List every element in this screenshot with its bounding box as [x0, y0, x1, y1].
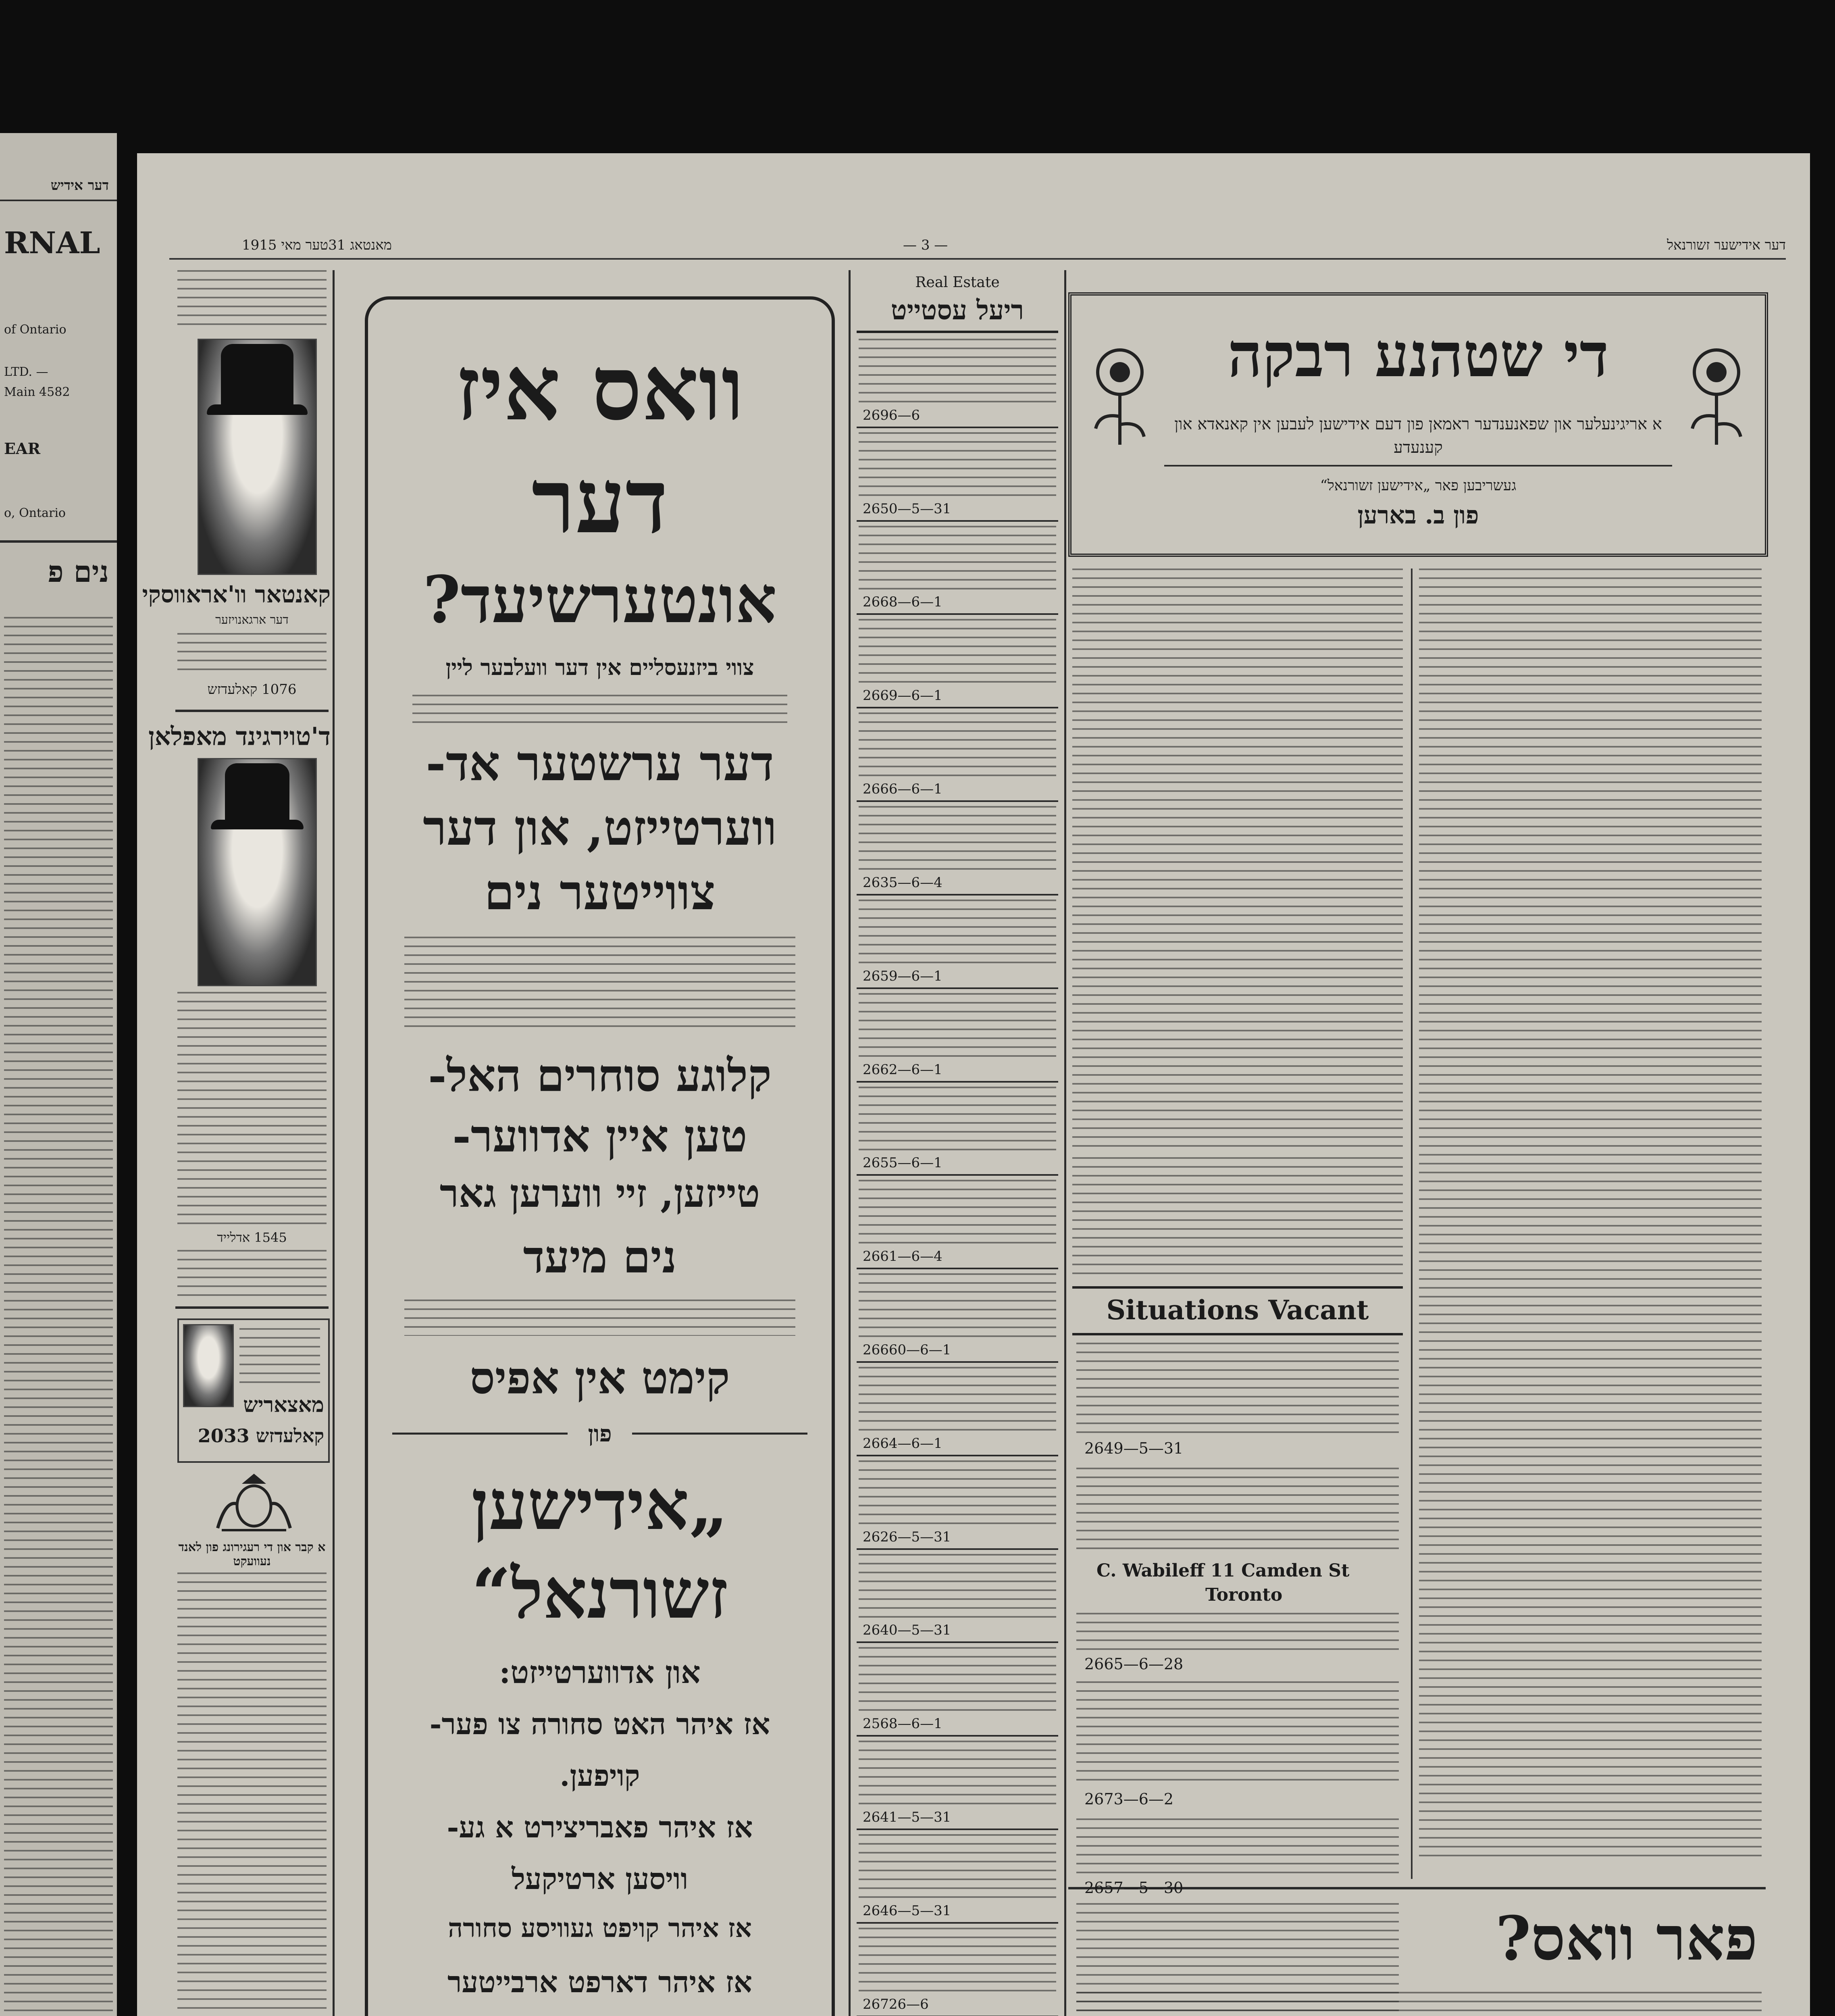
real-estate-ad-rule: [857, 1922, 1058, 1924]
running-head-paper: דער אידישער זשורנאל: [1667, 237, 1786, 253]
real-estate-ad-rule: [857, 707, 1058, 708]
left-body-text: [4, 617, 113, 2016]
ad-paper-name-2: זשורנאל“: [471, 1554, 728, 1634]
portrait-image: [198, 339, 317, 575]
ad-from: פון: [568, 1420, 632, 1447]
ad-list-item: וויסען ארטיקעל: [512, 1862, 688, 1896]
doctor-subcaption: דער ארגאנויזער: [215, 613, 289, 627]
second-ad-phone: 1545 אדלייד: [217, 1230, 287, 1245]
real-estate-ad-code: 2646—5—31: [863, 1902, 951, 1919]
ad-line-f: טייזען, זיי ווערען גאר: [439, 1170, 760, 1216]
column-rule: [1411, 569, 1413, 1879]
ad-list-item: אז איהר דארפט ארבייטער: [447, 1965, 752, 1999]
second-ad-text: [177, 1250, 327, 1298]
situations-text: [1076, 1343, 1399, 1435]
real-estate-ad-text: [859, 1928, 1056, 1993]
doctor-ad-text: [177, 633, 327, 677]
top-hat-icon: [225, 763, 289, 824]
ad-body-text: [404, 1300, 795, 1336]
real-estate-ad-text: [859, 619, 1056, 684]
real-estate-ad-rule: [857, 427, 1058, 428]
left-line-5: o, Ontario: [4, 506, 66, 520]
closing-heading: פאר וואס?: [1495, 1903, 1758, 1974]
real-estate-ad-code: 2655—6—1: [863, 1155, 942, 1171]
situations-code: 2673—6—2: [1084, 1790, 1174, 1808]
left-line-1: of Ontario: [4, 323, 67, 337]
real-estate-ad-rule: [857, 1735, 1058, 1737]
serial-note: געשריבען פאר „אידישען זשורנאל“: [1320, 477, 1517, 494]
real-estate-ad-rule: [857, 1455, 1058, 1456]
real-estate-ad-text: [859, 432, 1056, 498]
rose-ornament-icon: [1084, 344, 1156, 449]
left-rule: [0, 540, 117, 543]
real-estate-header: [857, 274, 1058, 333]
hat-brim-icon: [207, 404, 308, 415]
ad-line-e: טען איין אדווער-: [452, 1110, 747, 1162]
real-estate-ad-rule: [857, 1081, 1058, 1083]
situations-text: [1076, 1818, 1399, 1875]
ad-rule: [175, 710, 329, 712]
real-estate-ad-code: 2661—6—4: [863, 1248, 942, 1265]
ad-and-advertise: און אדווערטייזט:: [499, 1654, 701, 1690]
ad-list-item: קויפען.: [560, 1758, 640, 1793]
real-estate-ad-rule: [857, 894, 1058, 896]
real-estate-ad-rule: [857, 987, 1058, 989]
situations-text: [1076, 1903, 1399, 2016]
left-runhead-rule: [0, 200, 117, 201]
doctor-ad-text: [177, 270, 327, 331]
column-rule: [333, 270, 335, 2016]
real-estate-ad-rule: [857, 1361, 1058, 1363]
serial-title: די שטהנע רבקה: [1227, 320, 1609, 391]
real-estate-ad-code: 2641—5—31: [863, 1809, 951, 1826]
left-masthead: RNAL: [4, 226, 100, 260]
top-hat-icon: [221, 344, 293, 412]
real-estate-ad-code: 26660—6—1: [863, 1342, 951, 1358]
column-rule: [1064, 270, 1066, 2016]
real-estate-ad-text: [859, 526, 1056, 591]
ad-list-item: אז איהר האט סחורה צו פער-: [429, 1707, 770, 1741]
ad-line-a: דער ערשטער אד-: [426, 735, 774, 792]
ad-intro: צווי ביזנעסליים אין דער וועלבער ליין: [445, 654, 754, 680]
real-estate-ad-text: [859, 1460, 1056, 1526]
real-estate-ad-rule: [857, 1829, 1058, 1830]
running-head-page-number: — 3 —: [903, 237, 948, 253]
real-estate-ad-code: 2640—5—31: [863, 1622, 951, 1639]
left-runhead: דער אידיש: [50, 177, 109, 194]
left-line-3: Main 4582: [4, 385, 70, 399]
newspaper-page: [137, 153, 1810, 2016]
ad-headline-2: דער: [531, 449, 668, 553]
real-estate-ad-code: 2669—6—1: [863, 687, 942, 704]
rose-ornament-icon: [1680, 344, 1753, 449]
real-estate-ad-rule: [857, 1548, 1058, 1550]
ad-line-b: ווערטייזט, און דער: [423, 800, 777, 856]
real-estate-ad-text: [859, 1834, 1056, 1899]
serial-divider: [1164, 465, 1672, 467]
real-estate-ad-text: [859, 339, 1056, 404]
ad-headline-3: אונטערשיעד?: [423, 562, 777, 637]
situations-code: 2665—6—28: [1084, 1655, 1184, 1673]
doctor-caption: קאנטאר וו'אראווסקי: [142, 581, 331, 608]
crest-ad-title: א קבר און די רעגירונג פון לאנד נעוועקט: [178, 1540, 326, 1568]
real-estate-ad-text: [859, 1647, 1056, 1712]
advertising-box: [365, 296, 835, 2016]
ad-call: קימט אין אפיס: [470, 1352, 730, 1404]
running-head: [169, 234, 1786, 260]
situations-vacant-title: Situations Vacant: [1106, 1294, 1369, 1326]
ad-rule: [175, 1306, 329, 1309]
real-estate-ad-code: 2650—5—31: [863, 500, 951, 517]
real-estate-ad-code: 2626—5—31: [863, 1529, 951, 1545]
situations-intro-text: [1072, 1157, 1403, 1278]
real-estate-ad-code: 2666—6—1: [863, 781, 942, 798]
crest-ad-text: [177, 1572, 327, 2016]
ad-line-c: צווייטער נים: [484, 864, 716, 921]
real-estate-ad-text: [859, 1273, 1056, 1339]
situations-text: [1076, 1613, 1399, 1653]
real-estate-ad-code: 2668—6—1: [863, 594, 942, 610]
portrait-image: [183, 1324, 234, 1407]
column-rule: [849, 270, 851, 2016]
situations-text: [1076, 1681, 1399, 1786]
second-ad-text: [177, 992, 327, 1226]
real-estate-ad-code: 2635—6—4: [863, 874, 942, 891]
real-estate-ad-code: 2662—6—1: [863, 1061, 942, 1078]
running-head-date: מאנטאג 31טער מאי 1915: [242, 237, 392, 253]
real-estate-ad-text: [859, 1554, 1056, 1619]
ad-body-text: [404, 937, 795, 1033]
real-estate-ad-rule: [857, 1268, 1058, 1269]
previous-page-fragment: [0, 133, 117, 2016]
real-estate-ad-text: [859, 712, 1056, 778]
real-estate-ad-rule: [857, 520, 1058, 522]
small-ad-phone: קאלעדזש 2033: [198, 1425, 324, 1447]
hat-brim-icon: [211, 820, 304, 829]
situations-code: 2657—5—30: [1084, 1879, 1184, 1897]
real-estate-ad-text: [859, 1741, 1056, 1806]
real-estate-title: ריעל עסטייט: [890, 294, 1024, 326]
serial-text-right-column: [1419, 569, 1762, 1863]
real-estate-ad-code: 2659—6—1: [863, 968, 942, 984]
ad-line-g: נים מיעד: [523, 1231, 677, 1283]
portrait-image: [198, 758, 317, 986]
real-estate-ad-rule: [857, 800, 1058, 802]
serial-text-left-column: [1072, 569, 1403, 1149]
ad-list-item: אז איהר קויפט געוויסע סחורה: [448, 1913, 752, 1943]
left-line-4: EAR: [4, 439, 41, 458]
real-estate-ad-text: [859, 1180, 1056, 1245]
real-estate-ad-rule: [857, 1641, 1058, 1643]
small-ad-text: [239, 1328, 320, 1389]
real-estate-ad-text: [859, 993, 1056, 1058]
ad-headline-1: וואס איז: [456, 336, 744, 440]
situations-address-line-1: C. Wabileff 11 Camden St: [1096, 1560, 1350, 1581]
small-ad-box: [177, 1318, 330, 1463]
real-estate-ad-code: 26726—6: [863, 1996, 929, 2012]
serial-byline: פון ב. בארען: [1357, 501, 1479, 529]
real-estate-ad-text: [859, 900, 1056, 965]
ad-line-d: קלוגע סוחרים האל-: [428, 1050, 772, 1102]
ad-list-item: אז איהר פאבריצירט א גע-: [447, 1810, 753, 1844]
royal-crest-icon: [214, 1472, 294, 1532]
real-estate-ad-code: 2664—6—1: [863, 1435, 942, 1452]
real-estate-ad-text: [859, 806, 1056, 871]
ad-paper-name-1: „אידישען: [471, 1465, 728, 1545]
real-estate-label: Real Estate: [915, 274, 1000, 291]
real-estate-ad-code: 2696—6: [863, 407, 920, 423]
situations-text: [1076, 1468, 1399, 1556]
ad-intro-text: [412, 695, 787, 727]
left-heading: נים פ: [48, 554, 109, 589]
real-estate-ad-rule: [857, 1174, 1058, 1176]
situations-code: 2649—5—31: [1084, 1439, 1184, 1457]
left-line-2: LTD. —: [4, 365, 48, 379]
situations-vacant-header: [1072, 1286, 1403, 1335]
real-estate-ad-rule: [857, 613, 1058, 615]
doctor-phone: 1076 קאלעדזש: [207, 681, 297, 698]
real-estate-ad-text: [859, 1087, 1056, 1152]
second-ad-title: ד'טוירגינד מאפלאן: [148, 722, 331, 751]
serial-subtitle: א אריגינעלער און שפאנענדער ראמאן פון דעם אידישען לעבען אין קאנאדא און קענעדע: [1174, 415, 1662, 457]
real-estate-ad-code: 2568—6—1: [863, 1716, 942, 1732]
serial-title-box: [1068, 292, 1768, 557]
real-estate-ad-text: [859, 1367, 1056, 1432]
small-ad-name: מאצאריש: [243, 1393, 324, 1417]
situations-address-line-2: Toronto: [1205, 1585, 1283, 1605]
